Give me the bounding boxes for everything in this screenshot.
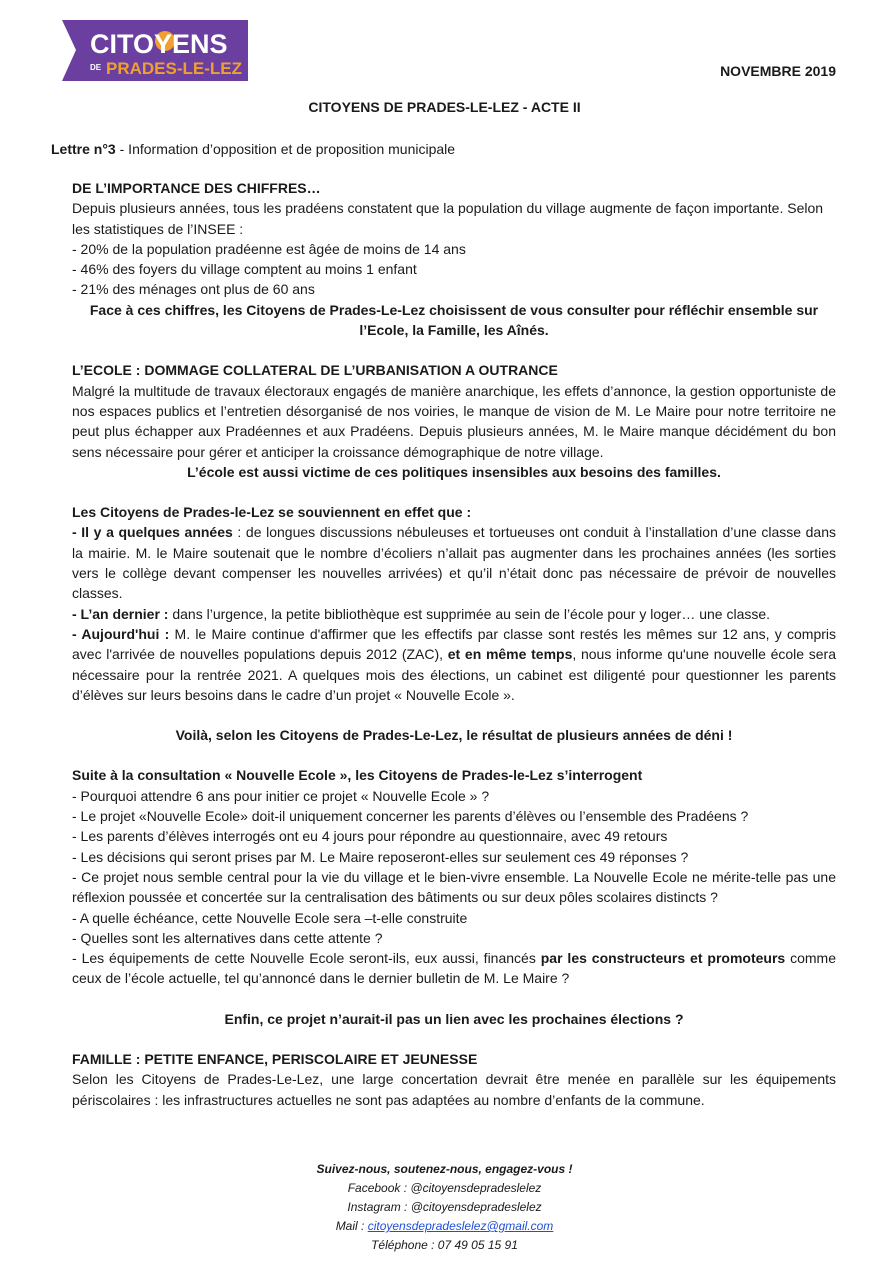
logo bbox=[62, 20, 248, 81]
section2-conclusion: L’école est aussi victime de ces politiques insensibles aux besoins des familles. bbox=[187, 463, 721, 480]
footer bbox=[0, 1160, 889, 1255]
section5-heading: FAMILLE : PETITE ENFANCE, PERISCOLAIRE ET JEUNESSE bbox=[72, 1050, 478, 1067]
section1-conclusion-a: Face à ces chiffres, les Citoyens de Prades-Le-Lez choisissent de vous consulter pour réfléchir ensemble sur bbox=[89, 301, 819, 318]
section3-heading: Les Citoyens de Prades-le-Lez se souviennent en effet que : bbox=[72, 504, 472, 521]
section1-conclusion-b: l’Ecole, la Famille, les Aînés. bbox=[359, 322, 549, 339]
question-item: - Pourquoi attendre 6 ans pour initier ce projet « Nouvelle Ecole » ? bbox=[72, 787, 490, 804]
logo-line2: PRADES-LE-LEZ bbox=[106, 59, 242, 78]
letter-number: Lettre n°3 bbox=[51, 141, 116, 157]
question-item: - Quelles sont les alternatives dans cette attente ? bbox=[72, 929, 383, 946]
letter-line bbox=[51, 141, 455, 157]
section5-paragraph: Selon les Citoyens de Prades-Le-Lez, une large concertation devrait être menée en parallèle sur les équipements périscolaires : les infrastructures actuelles ne sont pas adaptées au nombre d’enfants de la commune. bbox=[72, 1071, 836, 1108]
date: NOVEMBRE 2019 bbox=[720, 63, 836, 79]
section2-heading: L’ECOLE : DOMMAGE COLLATERAL DE L’URBANISATION A OUTRANCE bbox=[72, 362, 558, 379]
page-title: CITOYENS DE PRADES-LE-LEZ - ACTE II bbox=[308, 99, 581, 115]
list-item: - 21% des ménages ont plus de 60 ans bbox=[72, 281, 315, 298]
footer-phone: Téléphone : 07 49 05 15 91 bbox=[371, 1238, 518, 1252]
section2-paragraph: Malgré la multitude de travaux électoraux engagés de manière anarchique, les effets d’annonce, la gestion opportuniste de nos espaces publics et l’entretien désorganisé de nos voiries, le manque de vision de M. Le Maire pour notre territoire ne peut plus échapper aux Pradéennes et aux Pradéens. Depuis plusieurs années, M. le Maire manque décidément du bon sens nécessaire pour gérer et anticiper la croissance démographique de notre village. bbox=[72, 382, 836, 460]
footer-mail: Mail : citoyensdepradeslelez@gmail.com bbox=[335, 1219, 554, 1233]
logo-line1: CITOYENS bbox=[90, 29, 228, 59]
section1-intro: Depuis plusieurs années, tous les pradéens constatent que la population du village augmente de façon importante. Selon les statistiques de l’INSEE : bbox=[72, 200, 824, 237]
question-item: - Les parents d’élèves interrogés ont eu 4 jours pour répondre au questionnaire, avec 49 retours bbox=[72, 828, 668, 845]
question-item: - Le projet «Nouvelle Ecole» doit-il uniquement concerner les parents d’élèves ou l’ensemble des Pradéens ? bbox=[72, 808, 749, 825]
memory-item-1: - Il y a quelques années : de longues discussions nébuleuses et tortueuses ont conduit à l’installation d’une classe dans la mairie. M. le Maire soutenait que le nombre d’écoliers n’allait pas augmenter dans les prochaines années (les sorties vers le collège devant compenser les nouvelles arrivées) et qu’il n’était donc pas nécessaire de prévoir de nouvelles classes. bbox=[72, 524, 836, 602]
question-item: - Les équipements de cette Nouvelle Ecole seront-ils, eux aussi, financés par les constructeurs et promoteurs comme ceux de l’école actuelle, tel qu’annoncé dans le dernier bulletin de M. Le Maire ? bbox=[72, 950, 837, 987]
memory-item-2: - L’an dernier : dans l’urgence, la petite bibliothèque est supprimée au sein de l’école pour y loger… une classe. bbox=[72, 605, 771, 622]
footer-instagram: Instagram : @citoyensdepradeslelez bbox=[347, 1200, 542, 1214]
section3-conclusion: Voilà, selon les Citoyens de Prades-Le-Lez, le résultat de plusieurs années de déni ! bbox=[175, 727, 733, 744]
logo-small: DE bbox=[90, 63, 102, 72]
footer-facebook: Facebook : @citoyensdepradeslelez bbox=[347, 1181, 542, 1195]
list-item: - 46% des foyers du village comptent au moins 1 enfant bbox=[72, 261, 417, 278]
memory-item-3: - Aujourd'hui : M. le Maire continue d'affirmer que les effectifs par classe sont restés les mêmes sur 12 ans, y compris avec l'arrivée de nouvelles populations depuis 2012 (ZAC), et en même temps, nous informe qu'une nouvelle école sera nécessaire pour la rentrée 2021. A quelques mois des élections, un cabinet est diligenté pour questionner les parents d’élèves sur leurs besoins dans le cadre d’un projet « Nouvelle Ecole ». bbox=[72, 625, 836, 703]
section4-heading: Suite à la consultation « Nouvelle Ecole », les Citoyens de Prades-le-Lez s’interrogent bbox=[72, 767, 643, 784]
question-item: - Les décisions qui seront prises par M. Le Maire reposeront-elles sur seulement ces 49 réponses ? bbox=[72, 848, 689, 865]
question-item: - A quelle échéance, cette Nouvelle Ecole sera –t-elle construite bbox=[72, 909, 468, 926]
list-item: - 20% de la population pradéenne est âgée de moins de 14 ans bbox=[72, 240, 466, 257]
letter-description: - Information d’opposition et de proposition municipale bbox=[115, 141, 456, 157]
mail-link[interactable]: citoyensdepradeslelez@gmail.com bbox=[367, 1219, 554, 1233]
section4-conclusion: Enfin, ce projet n’aurait-il pas un lien avec les prochaines élections ? bbox=[224, 1010, 684, 1027]
letter-body bbox=[72, 178, 836, 1110]
question-item: - Ce projet nous semble central pour la vie du village et le bien-vivre ensemble. La Nouvelle Ecole ne mérite-telle pas une réflexion poussée et concertée sur la centralisation des bâtiments ou sur deux pôles scolaires distincts ? bbox=[72, 868, 836, 906]
section1-heading: DE L’IMPORTANCE DES CHIFFRES… bbox=[72, 180, 321, 196]
footer-tagline: Suivez-nous, soutenez-nous, engagez-vous ! bbox=[316, 1162, 573, 1176]
